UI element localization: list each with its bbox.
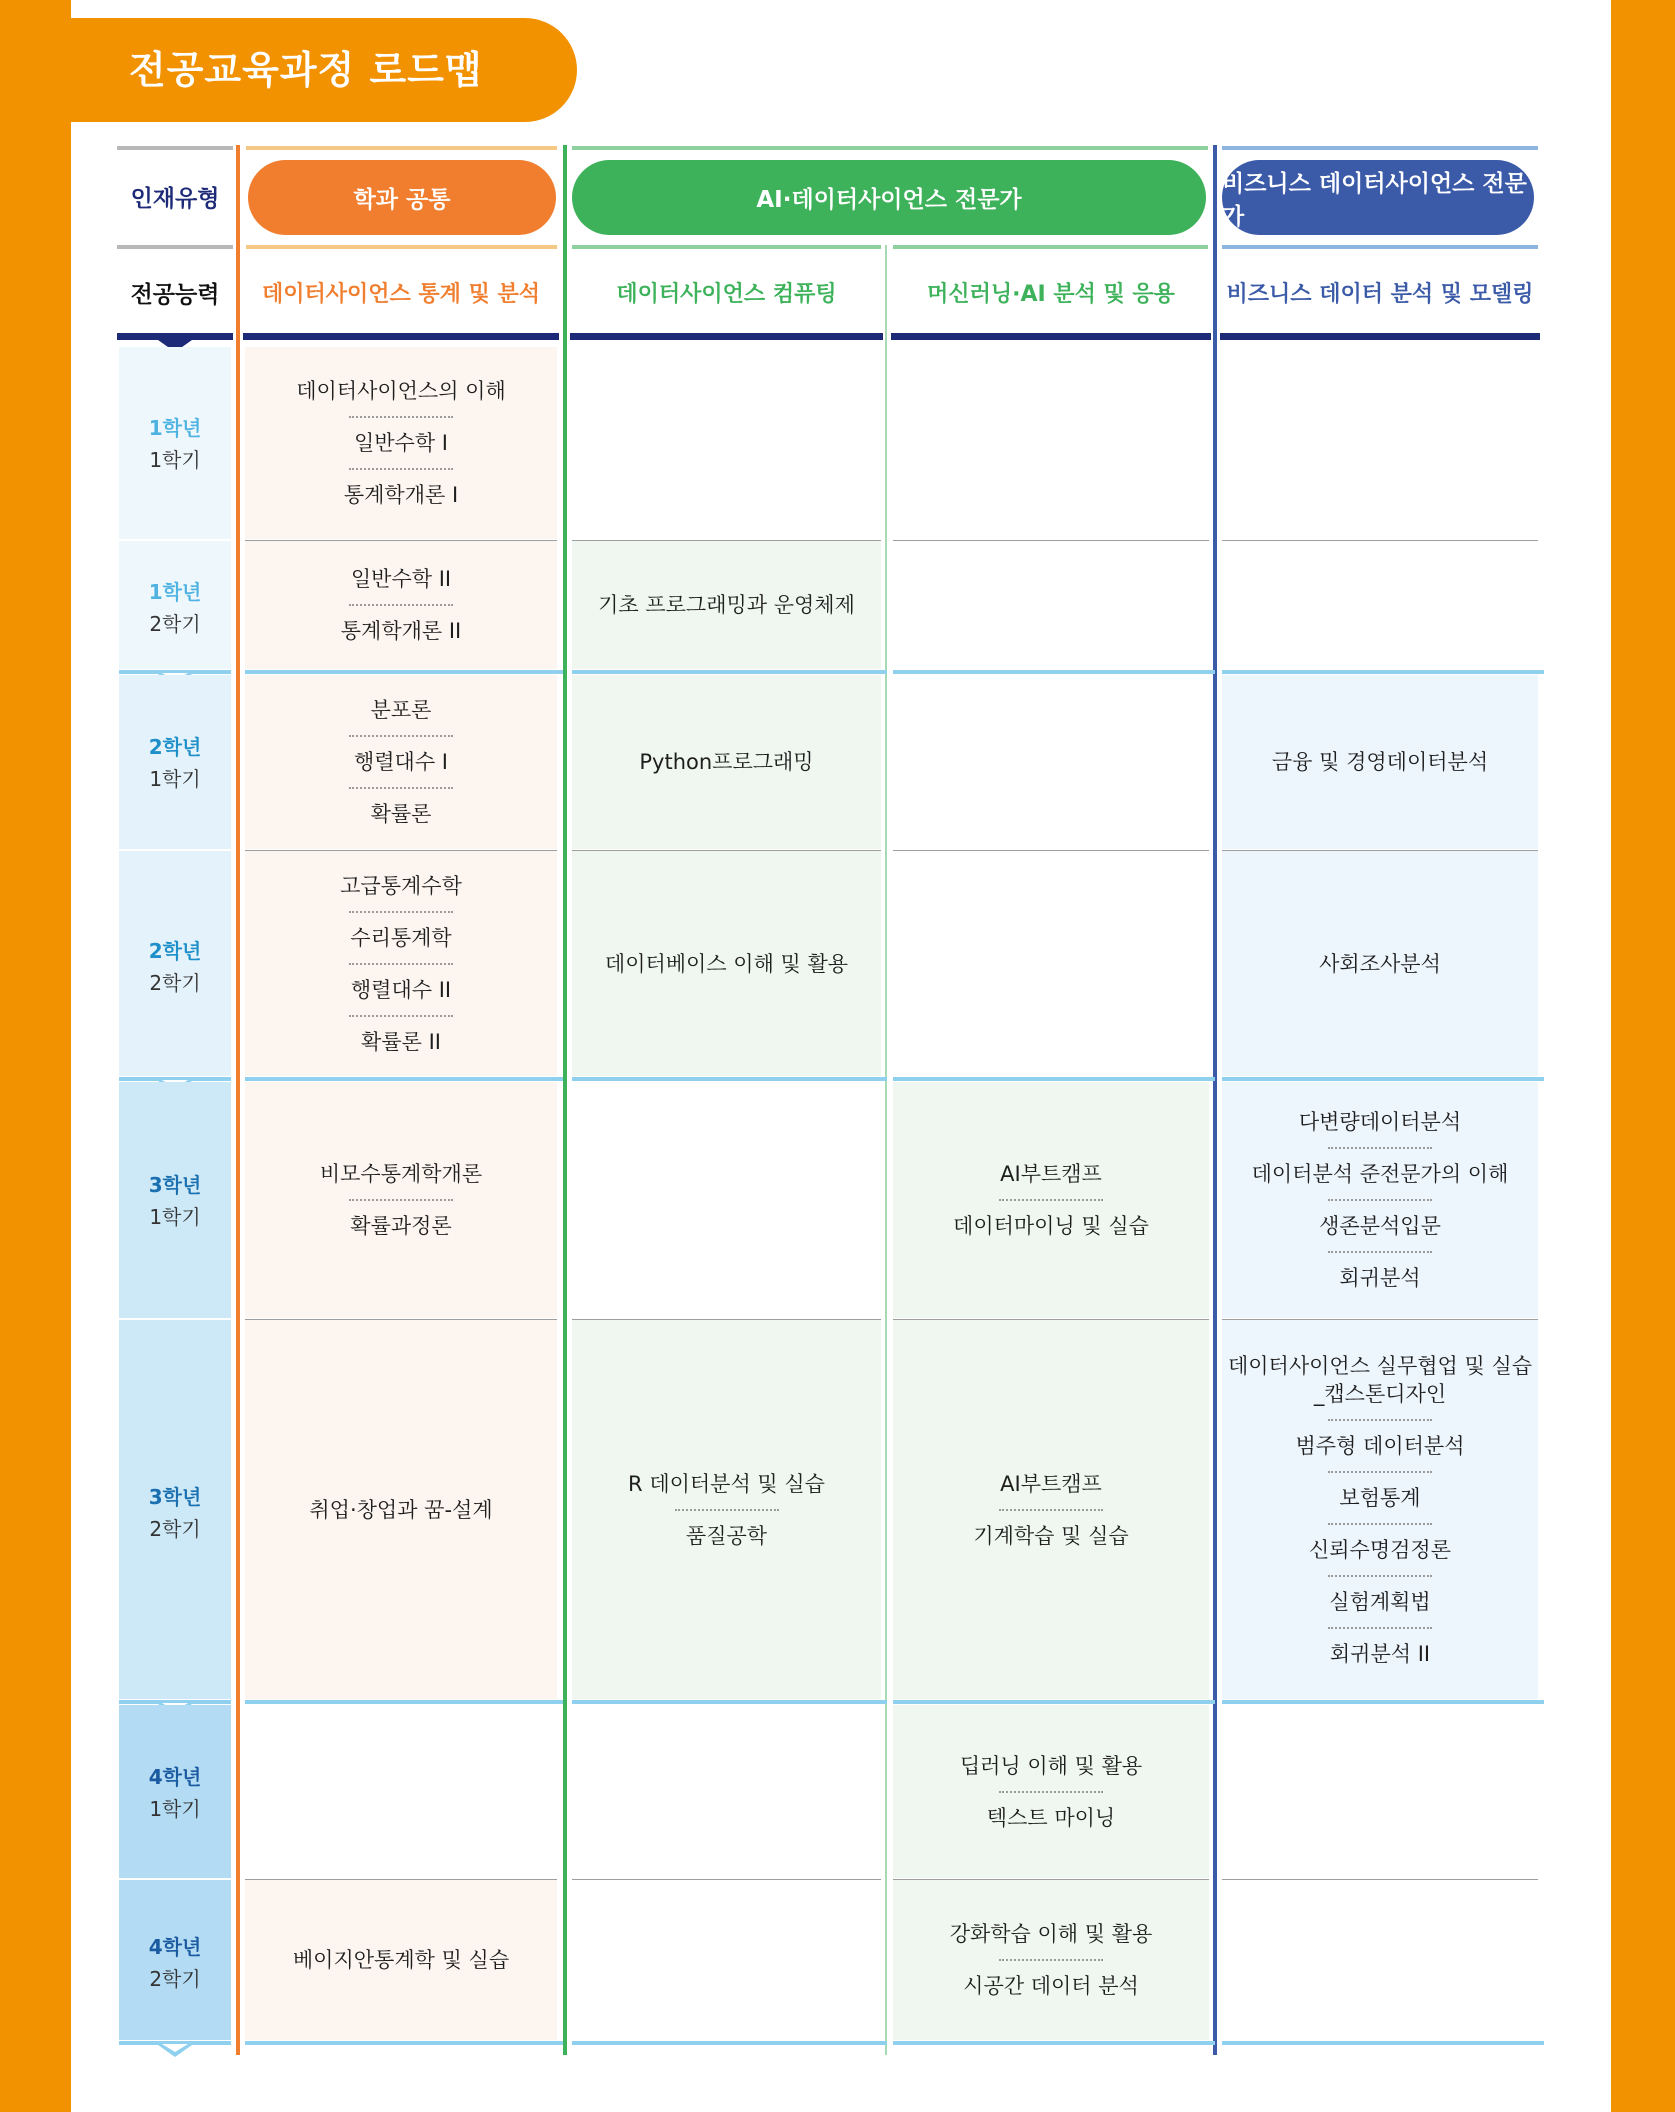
term-label: 1학기 (149, 448, 201, 472)
course-item: 일반수학 II (350, 567, 452, 591)
course-item: 행렬대수 I (353, 750, 448, 774)
divider-ai-inner (885, 245, 887, 2055)
divider-common (236, 145, 240, 2055)
year-label: 4학년 (148, 1935, 202, 1959)
course-cell (1222, 1705, 1538, 1878)
course-cell (1222, 851, 1538, 1076)
course-cell (1222, 541, 1538, 669)
year-label: 2학년 (148, 735, 202, 759)
divider-biz (1213, 145, 1217, 2055)
year-label: 3학년 (148, 1484, 202, 1509)
row-separator (893, 2041, 1215, 2045)
course-item: 텍스트 마이닝 (986, 1805, 1116, 1830)
course-item: 확률과정론 (350, 1214, 452, 1238)
dotted-separator (1328, 1251, 1432, 1253)
page-title: 전공교육과정 로드맵 (71, 18, 577, 122)
dotted-separator (1328, 1471, 1432, 1473)
header-line-talent (117, 146, 233, 150)
row-separator (245, 1700, 563, 1704)
row-separator (1222, 2041, 1544, 2045)
dotted-separator (349, 735, 453, 737)
dotted-separator (349, 1015, 453, 1017)
dotted-separator (349, 1199, 453, 1201)
semester-label (119, 675, 231, 851)
dotted-separator (1328, 1419, 1432, 1421)
dotted-separator (999, 1959, 1103, 1961)
term-label: 1학기 (149, 1205, 201, 1229)
dotted-separator (999, 1509, 1103, 1511)
course-cell (572, 1705, 881, 1878)
ability-line-common (246, 245, 557, 249)
course-cell (893, 1320, 1209, 1699)
course-item: 취업·창업과 꿈-설계 (309, 1497, 493, 1522)
course-item: Python프로그래밍 (639, 750, 814, 774)
course-item: 생존분석입문 (1319, 1214, 1441, 1238)
ability-4: 비즈니스 데이터 분석 및 모델링 (1226, 281, 1534, 307)
course-item: 베이지안통계학 및 실습 (292, 1948, 510, 1972)
navy-bar-3 (891, 333, 1211, 340)
course-item: 데이터사이언스의 이해 (296, 379, 506, 403)
course-cell (893, 675, 1209, 849)
term-label: 2학기 (149, 970, 201, 995)
row-separator (1222, 1700, 1544, 1704)
course-cell (245, 1320, 557, 1699)
course-cell (893, 1082, 1209, 1318)
semester-label (119, 541, 231, 675)
dotted-separator (1328, 1575, 1432, 1577)
dotted-separator (1328, 1147, 1432, 1149)
ability-label: 전공능력 (130, 281, 220, 308)
course-item: 고급통계수학 (340, 873, 462, 898)
dotted-separator (349, 468, 453, 470)
semester-label (119, 347, 231, 541)
row-separator (245, 1077, 563, 1081)
course-cell (572, 541, 881, 669)
header-line-biz (1222, 146, 1538, 150)
row-separator (1222, 1077, 1544, 1081)
row-separator (1222, 670, 1544, 674)
course-cell (1222, 1082, 1538, 1318)
course-cell (572, 347, 881, 539)
course-cell (572, 675, 881, 849)
course-item: 강화학습 이해 및 활용 (949, 1922, 1153, 1946)
year-label: 1학년 (148, 416, 202, 440)
dotted-separator (1328, 1627, 1432, 1629)
row-separator (893, 1700, 1215, 1704)
course-cell (572, 851, 881, 1076)
dotted-separator (349, 787, 453, 789)
term-label: 1학기 (149, 1796, 201, 1821)
dotted-separator (349, 963, 453, 965)
course-item: 범주형 데이터분석 (1295, 1433, 1465, 1458)
course-cell (572, 1880, 881, 2040)
year-label: 1학년 (148, 580, 202, 604)
dotted-separator (999, 1199, 1103, 1201)
ability-2: 데이터사이언스 컴퓨팅 (616, 281, 837, 307)
ability-line-biz (1222, 245, 1538, 249)
row-separator (572, 2041, 887, 2045)
term-label: 2학기 (149, 1516, 201, 1541)
dotted-separator (349, 604, 453, 606)
ability-line-left (117, 245, 233, 249)
course-item: 다변량데이터분석 (1298, 1110, 1462, 1134)
dotted-separator (999, 1791, 1103, 1793)
ability-3: 머신러닝·AI 분석 및 응용 (927, 281, 1175, 307)
course-item: 일반수학 I (353, 431, 448, 455)
course-cell (1222, 675, 1538, 849)
course-item: 수리통계학 (350, 925, 452, 950)
course-item: 데이터사이언스 실무협업 및 실습 _캡스톤디자인 (1227, 1353, 1533, 1406)
course-item: 행렬대수 II (350, 977, 452, 1002)
year-label: 4학년 (148, 1764, 202, 1789)
course-item: 데이터마이닝 및 실습 (953, 1214, 1149, 1238)
year-label: 2학년 (148, 938, 202, 963)
course-item: 사회조사분석 (1319, 951, 1441, 976)
course-cell (893, 541, 1209, 669)
pill-ai-data-science: AI·데이터사이언스 전문가 (572, 160, 1206, 235)
course-cell (1222, 1880, 1538, 2040)
course-item: 실험계획법 (1329, 1589, 1431, 1614)
term-label: 2학기 (149, 612, 201, 636)
navy-bar-1 (243, 333, 559, 340)
course-cell (245, 1082, 557, 1318)
course-cell (245, 675, 557, 849)
pill-common: 학과 공통 (248, 160, 556, 235)
course-item: 금융 및 경영데이터분석 (1271, 750, 1489, 774)
course-item: AI부트캠프 (1000, 1471, 1102, 1496)
course-item: 기초 프로그래밍과 운영체제 (598, 593, 855, 617)
course-item: 데이터분석 준전문가의 이해 (1251, 1162, 1509, 1186)
row-separator (245, 670, 563, 674)
year-label: 3학년 (148, 1173, 202, 1197)
course-cell (893, 1880, 1209, 2040)
course-item: 통계학개론 I (343, 483, 459, 507)
term-label: 1학기 (149, 767, 201, 791)
semester-label (119, 1880, 231, 2046)
course-cell (245, 851, 557, 1076)
course-cell (893, 1705, 1209, 1878)
row-separator (572, 1700, 887, 1704)
row-separator (572, 1077, 887, 1081)
course-cell (245, 347, 557, 539)
course-item: 데이터베이스 이해 및 활용 (604, 951, 849, 976)
pill-business-data-science: 비즈니스 데이터사이언스 전문가 (1222, 160, 1534, 235)
course-item: AI부트캠프 (1000, 1162, 1102, 1186)
course-item: 딥러닝 이해 및 활용 (959, 1753, 1143, 1778)
row-separator (893, 1077, 1215, 1081)
course-item: 확률론 II (361, 1029, 441, 1054)
header-line-common (246, 146, 557, 150)
row-separator (893, 670, 1215, 674)
course-item: 통계학개론 II (340, 619, 462, 643)
course-item: 비모수통계학개론 (319, 1162, 483, 1186)
course-item: 신뢰수명검정론 (1308, 1537, 1451, 1562)
semester-label (119, 851, 231, 1082)
course-item: 기계학습 및 실습 (973, 1523, 1129, 1548)
term-label: 2학기 (149, 1967, 201, 1991)
course-cell (572, 1320, 881, 1699)
dotted-separator (349, 416, 453, 418)
course-item: 보험통계 (1339, 1485, 1421, 1510)
navy-bar-label (117, 333, 233, 340)
course-item: 회귀분석 (1339, 1266, 1421, 1290)
course-item: 분포론 (370, 698, 432, 722)
course-cell (245, 541, 557, 669)
dotted-separator (675, 1509, 779, 1511)
course-cell (572, 1082, 881, 1318)
course-item: R 데이터분석 및 실습 (628, 1471, 825, 1496)
row-separator (245, 2041, 563, 2045)
ability-line-ai2 (893, 245, 1208, 249)
course-cell (245, 1880, 557, 2040)
semester-label (119, 1082, 231, 1320)
course-cell (1222, 1320, 1538, 1699)
course-cell (893, 851, 1209, 1076)
course-cell (245, 1705, 557, 1878)
divider-ai (563, 145, 567, 2055)
row-separator (572, 670, 887, 674)
talent-type-label: 인재유형 (130, 186, 220, 212)
chevron-inner (162, 2044, 188, 2052)
semester-label (119, 1320, 231, 1705)
course-item: 확률론 (370, 802, 432, 826)
dotted-separator (1328, 1199, 1432, 1201)
dotted-separator (349, 911, 453, 913)
navy-bar-4 (1220, 333, 1540, 340)
course-item: 회귀분석 II (1329, 1641, 1431, 1666)
ability-1: 데이터사이언스 통계 및 분석 (261, 281, 540, 307)
semester-label (119, 1705, 231, 1880)
ability-line-ai1 (572, 245, 881, 249)
dotted-separator (1328, 1523, 1432, 1525)
course-cell (893, 347, 1209, 539)
course-item: 시공간 데이터 분석 (963, 1974, 1139, 1998)
navy-bar-2 (570, 333, 883, 340)
header-line-ai (572, 146, 1208, 150)
course-cell (1222, 347, 1538, 539)
course-item: 품질공학 (685, 1523, 768, 1548)
